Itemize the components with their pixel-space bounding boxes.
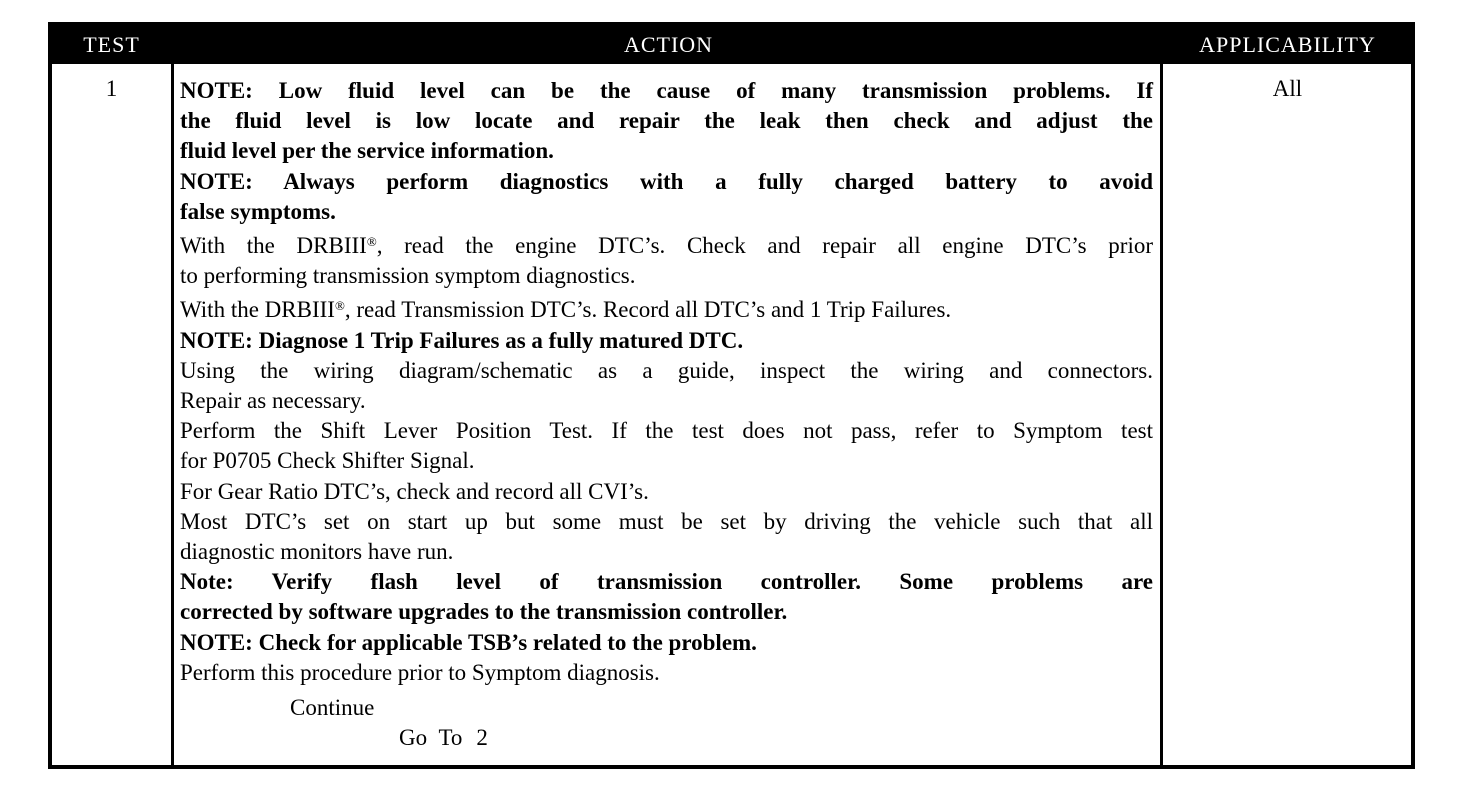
table-header xyxy=(52,26,1411,64)
action-line: Perform the Shift Lever Position Test. If the test does not pass, refer to Symptom test xyxy=(180,418,1153,444)
action-line xyxy=(180,291,1153,325)
action-line: Using the wiring diagram/schematic as a guide, inspect the wiring and connectors. xyxy=(180,357,1153,383)
column-divider-applicability xyxy=(1160,26,1163,765)
action-text xyxy=(180,76,1153,688)
action-line: to performing transmission symptom diagnostics. xyxy=(180,263,636,289)
action-line: For Gear Ratio DTC’s, check and record all CVI’s. xyxy=(180,478,649,504)
goto-step: 2 xyxy=(476,725,488,750)
applicability-value: All xyxy=(1272,76,1303,101)
action-line-part: , read the engine DTC’s. Check and repair all engine DTC’s prior xyxy=(376,233,1153,259)
header-applicability: APPLICABILITY xyxy=(1199,32,1376,57)
note-line: false symptoms. xyxy=(180,198,336,224)
diagnostic-table xyxy=(48,22,1415,769)
header-action: ACTION xyxy=(623,32,714,57)
header-test: TEST xyxy=(83,32,140,57)
action-line-part: With the DRBIII xyxy=(180,297,335,323)
note-line: fluid level per the service information. xyxy=(180,138,554,164)
action-line: Perform this procedure prior to Symptom diagnosis. xyxy=(180,659,660,685)
action-line: Repair as necessary. xyxy=(180,388,366,414)
goto-instruction xyxy=(399,725,488,751)
note-line: corrected by software upgrades to the transmission controller. xyxy=(180,599,788,625)
note-line: NOTE: Always perform diagnostics with a fully charged battery to avoid xyxy=(180,168,1153,194)
action-line-part: With the DRBIII xyxy=(180,233,367,259)
column-divider-test xyxy=(171,26,174,765)
goto-label: Go To xyxy=(399,725,463,750)
note-line: Note: Verify flash level of transmission controller. Some problems are xyxy=(180,569,1153,595)
action-line: Most DTC’s set on start up but some must be set by driving the vehicle such that all xyxy=(180,508,1153,534)
registered-mark: ® xyxy=(366,234,377,250)
continue-label: Continue xyxy=(290,695,375,720)
action-line-part: , read Transmission DTC’s. Record all DTC’s and 1 Trip Failures. xyxy=(344,297,952,323)
registered-mark: ® xyxy=(334,298,345,314)
action-line xyxy=(180,227,1153,261)
test-number: 1 xyxy=(105,76,118,101)
note-line: the fluid level is low locate and repair the leak then check and adjust the xyxy=(180,108,1153,134)
note-line: NOTE: Low fluid level can be the cause of many transmission problems. If xyxy=(180,78,1153,103)
note-line: NOTE: Check for applicable TSB’s related to the problem. xyxy=(180,629,757,655)
action-line: for P0705 Check Shifter Signal. xyxy=(180,448,475,474)
note-line: NOTE: Diagnose 1 Trip Failures as a fully matured DTC. xyxy=(180,327,744,353)
action-line: diagnostic monitors have run. xyxy=(180,539,454,565)
